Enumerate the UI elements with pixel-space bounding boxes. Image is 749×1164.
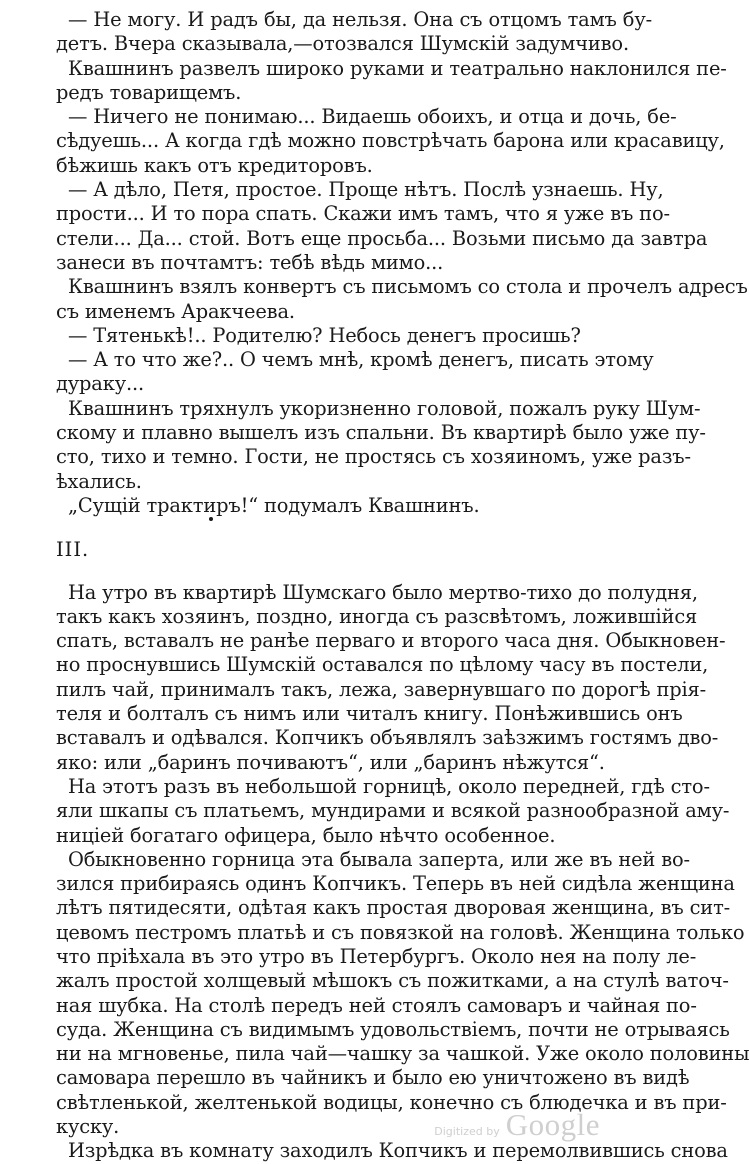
text-line: редъ товарищемъ. xyxy=(56,80,242,104)
text-line: лѣтъ пятидесяти, одѣтая какъ простая дворовая женщина, въ сит- xyxy=(56,896,731,920)
paragraph xyxy=(56,774,730,848)
text-line: цевомъ пестромъ платьѣ и съ повязкой на головѣ. Женщина только xyxy=(56,920,745,944)
paragraph xyxy=(56,847,749,1140)
text-line: — А то что же?.. О чемъ мнѣ, кромѣ денегъ, писать этому xyxy=(68,348,654,372)
text-line: но проснувшись Шумскій оставался по цѣлому часу въ постели, xyxy=(56,653,709,677)
text-line: суда. Женщина съ видимымъ удовольствіемъ, почти не отрываясь xyxy=(56,1017,730,1041)
paragraph xyxy=(56,348,652,397)
text-line: ницiей богатаго офицера, было нѣчто особенное. xyxy=(56,823,556,847)
digitized-watermark xyxy=(434,1107,600,1143)
text-line: детъ. Вчера сказывала,—отозвался Шумскій задумчиво. xyxy=(56,32,629,56)
text-line: На утро въ квартирѣ Шумскаго было мертво-тихо до полудня, xyxy=(68,580,698,604)
text-line: куску. xyxy=(56,1115,120,1139)
text-line: Изрѣдка въ комнату заходилъ Копчикъ и перемолвившись снова xyxy=(68,1139,728,1163)
text-line: зился прибираясь одинъ Копчикъ. Теперь въ ней сидѣла женщина xyxy=(56,872,735,896)
text-line: дураку... xyxy=(56,372,144,396)
text-line: занеси въ почтамтъ: тебѣ вѣдь мимо... xyxy=(56,250,444,274)
text-line: спать, вставалъ не ранѣе перваго и второго часа дня. Обыкновен- xyxy=(56,629,726,653)
text-line: — Ничего не понимаю... Видаешь обоихъ, и отца и дочь, бе- xyxy=(68,105,677,129)
text-line: „Сущій трактиръ!“ подумалъ Квашнинъ. xyxy=(68,493,480,517)
text-line: стели... Да... стой. Вотъ еще просьба... Возьми письмо да завтра xyxy=(56,226,708,250)
text-line: — Тятенькѣ!.. Родителю? Небось денегъ просишь? xyxy=(68,323,581,347)
text-line: — А дѣло, Петя, простое. Проще нѣтъ. Послѣ узнаешь. Ну, xyxy=(68,178,664,202)
chapter-text xyxy=(56,580,749,1164)
text-line: пилъ чай, принималъ такъ, лежа, завернувшаго по дорогѣ прія- xyxy=(56,677,707,701)
text-before-chapter xyxy=(56,8,748,518)
text-line: скому и плавно вышелъ изъ спальни. Въ квартирѣ было уже пу- xyxy=(56,421,706,445)
chapter-heading: III. xyxy=(56,538,90,562)
text-line: Обыкновенно горница эта бывала заперта, или же въ ней во- xyxy=(68,847,690,871)
paragraph xyxy=(56,8,652,57)
text-line: свѣтленькой, желтенькой водицы, конечно съ блюдечка и въ при- xyxy=(56,1090,727,1114)
paragraph xyxy=(56,494,652,518)
book-page xyxy=(56,8,749,1164)
text-line: ная шубка. На столѣ передъ ней стоялъ самоваръ и чайная по- xyxy=(56,993,697,1017)
text-line: прости... И то пора спать. Скажи имъ тамъ, что я уже въ по- xyxy=(56,202,670,226)
text-line: такъ какъ хозяинъ, поздно, иногда съ разсвѣтомъ, ложившійся xyxy=(56,604,698,628)
text-line: Квашнинъ тряхнулъ укоризненно головой, пожалъ руку Шум- xyxy=(68,396,701,420)
text-line: сто, тихо и темно. Гости, не простясь съ хозяиномъ, уже разъ- xyxy=(56,445,691,469)
paragraph xyxy=(56,396,706,494)
text-line: жалъ простой холщевый мѣшокъ съ пожитками, а на стулѣ ваточ- xyxy=(56,969,729,993)
text-line: что пріѣхала въ это утро въ Петербургъ. Около нея на полу ле- xyxy=(56,944,697,968)
digitized-by-label: Digitized by xyxy=(434,1125,500,1138)
text-line: съ именемъ Аракчеева. xyxy=(56,299,295,323)
text-line: На этотъ разъ въ небольшой горницѣ, около передней, гдѣ сто- xyxy=(68,774,710,798)
text-line: Квашнинъ развелъ широко руками и театрально наклонился пе- xyxy=(68,56,727,80)
paragraph xyxy=(56,56,727,106)
print-speck xyxy=(209,517,213,521)
paragraph xyxy=(56,105,725,178)
text-line: яли шкапы съ платьемъ, мундирами и всякой разнообразной аму- xyxy=(56,799,730,823)
text-line: теля и болталъ съ нимъ или читалъ книгу. Понѣжившись онъ xyxy=(56,702,683,726)
paragraph xyxy=(56,580,726,775)
paragraph xyxy=(56,178,708,275)
paragraph xyxy=(56,1139,728,1163)
text-line: ѣхались. xyxy=(56,469,142,493)
text-line: — Не могу. И радъ бы, да нельзя. Она съ отцомъ тамъ бу- xyxy=(68,8,652,31)
text-line: вставалъ и одѣвался. Копчикъ объявлялъ заѣзжимъ гостямъ дво- xyxy=(56,726,719,750)
text-line: ни на мгновенье, пила чай—чашку за чашкой. Уже около половины xyxy=(56,1042,749,1066)
text-line: самовара перешло въ чайникъ и было ею уничтожено въ видѣ xyxy=(56,1066,690,1090)
text-line: бѣжишь какъ отъ кредиторовъ. xyxy=(56,153,373,177)
paragraph xyxy=(56,275,748,324)
text-line: яко: или „баринъ почиваютъ“, или „баринъ нѣжутся“. xyxy=(56,750,605,774)
text-line: Квашнинъ взялъ конвертъ съ письмомъ со стола и прочелъ адресъ xyxy=(68,275,748,299)
google-logo: Google xyxy=(505,1107,600,1142)
text-line: сѣдуешь... А когда гдѣ можно повстрѣчать барона или красавицу, xyxy=(56,129,725,153)
paragraph xyxy=(56,324,652,348)
